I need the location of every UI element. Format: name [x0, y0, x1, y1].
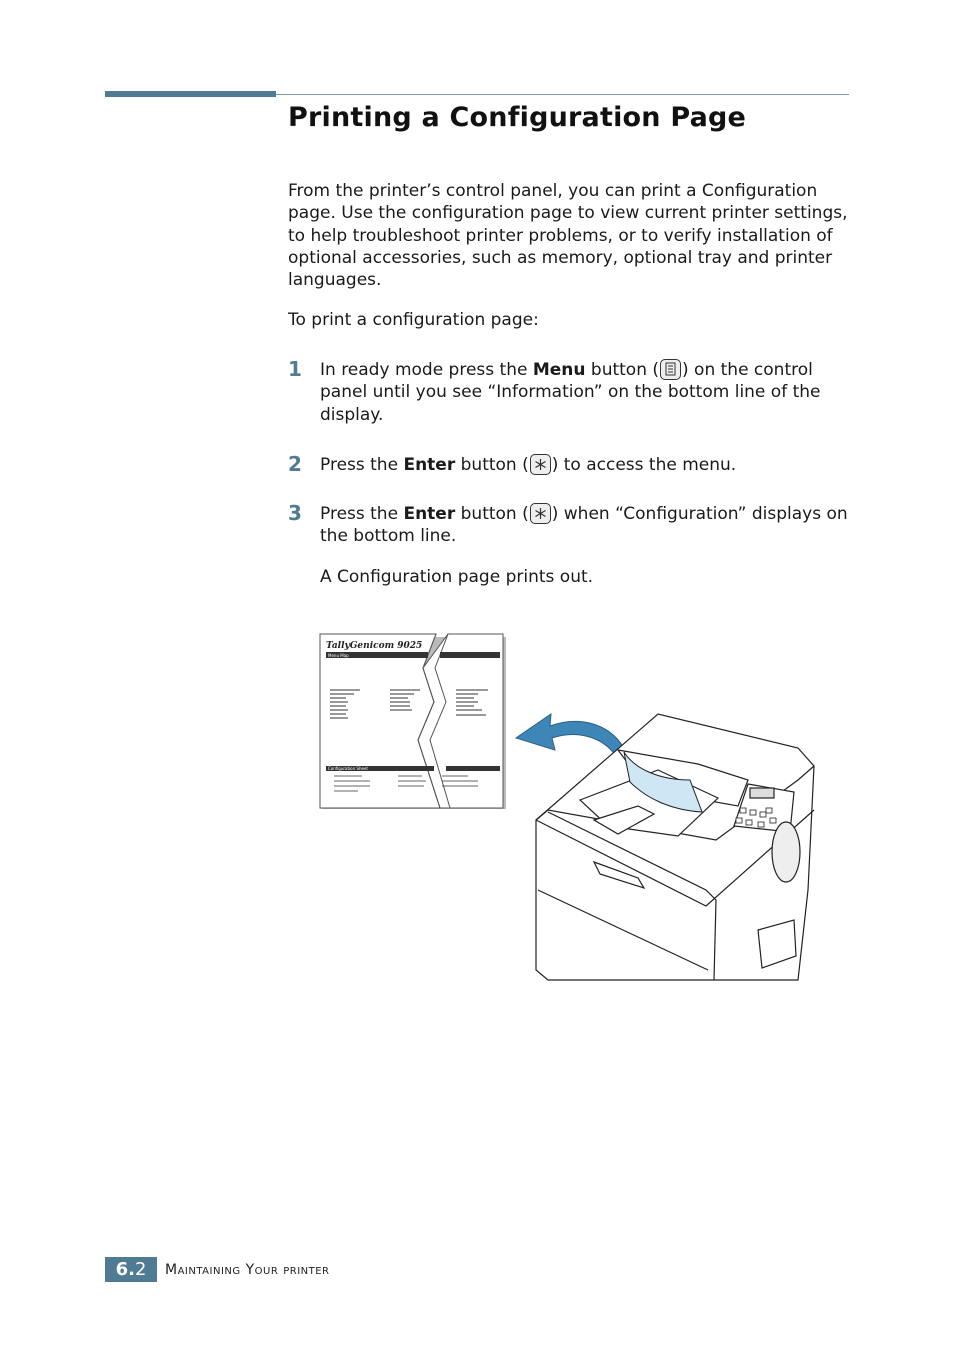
step-3-bold: Enter: [403, 504, 456, 524]
intro-paragraph: From the printer’s control panel, you can print a Configuration page. Use the configuration page to view current printer settings, to help troubleshoot printer problems, or to verify installation of optional accessories, such as memory, optional tray and printer languages.: [288, 181, 848, 291]
step-2-bold: Enter: [403, 455, 456, 475]
enter-button-icon: [530, 454, 551, 475]
enter-button-icon: [530, 503, 551, 524]
lead-in-paragraph: To print a configuration page:: [288, 310, 539, 330]
step-1-number: 1: [288, 357, 302, 381]
arrow-icon: [516, 714, 624, 756]
sheet-brand: TallyGenicom 9025: [326, 641, 423, 651]
header-rule-thin: [276, 94, 849, 95]
printer-icon: [536, 714, 814, 980]
step-3-text: [320, 503, 850, 548]
chapter-tab: [105, 1257, 157, 1282]
step-3-mid: button (: [455, 504, 529, 524]
step-2-mid: button (: [455, 455, 529, 475]
chapter-title: Maintaining Your printer: [165, 1262, 330, 1278]
printer-illustration: [318, 630, 818, 982]
step-3-pre: Press the: [320, 504, 404, 524]
step-1-bold: Menu: [532, 360, 586, 380]
chapter-major: 6.: [115, 1259, 135, 1280]
step-1-post: ) on the control panel until you see “Information” on the bottom line of the display.: [320, 360, 821, 425]
step-1-text: [320, 359, 850, 426]
header-rule-thick: [105, 91, 276, 97]
step-2-number: 2: [288, 452, 302, 476]
step-1-pre: In ready mode press the: [320, 360, 533, 380]
sheet-section-2: Configuration Sheet: [328, 766, 368, 771]
configuration-sheet: [320, 634, 506, 809]
step-3-number: 3: [288, 501, 302, 525]
menu-button-icon: [660, 359, 681, 380]
step-2-post: ) to access the menu.: [551, 455, 737, 475]
chapter-minor: 2: [134, 1259, 147, 1280]
step-2-pre: Press the: [320, 455, 404, 475]
page-title: Printing a Configuration Page: [288, 102, 747, 133]
sheet-section-1: Menu Map: [328, 653, 349, 658]
step-2-text: [320, 454, 850, 476]
step-1-mid: button (: [585, 360, 660, 380]
step-3-post: ) when “Configuration” displays on the bottom line.: [320, 504, 848, 547]
result-text: A Configuration page prints out.: [320, 567, 594, 587]
